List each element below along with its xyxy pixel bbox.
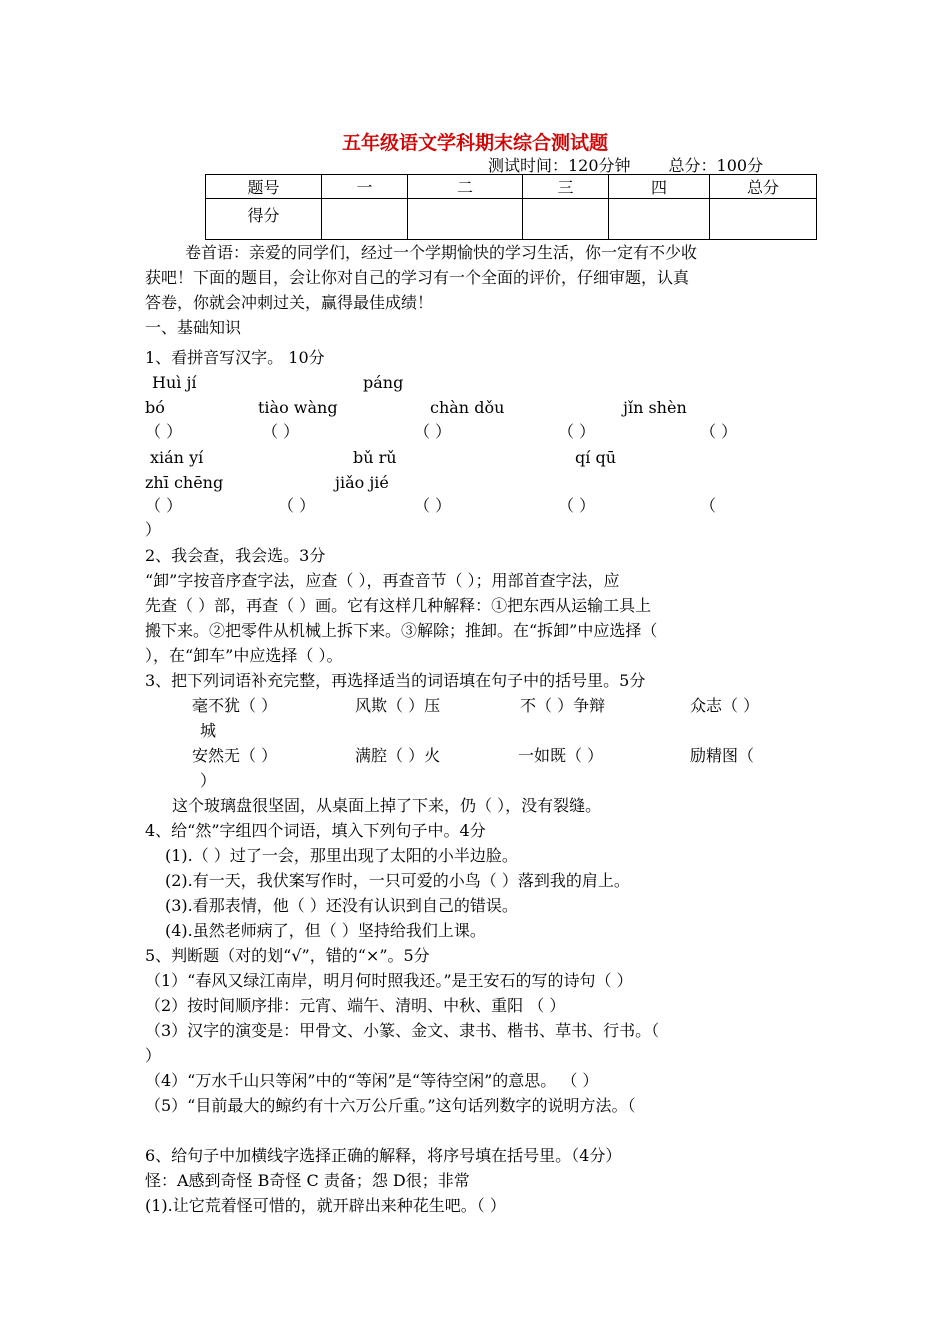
header-cell: 四 — [609, 175, 710, 199]
question-2-line: ），在“卸车”中应选择（ ）。 — [145, 646, 343, 665]
section-heading: 一、基础知识 — [145, 318, 242, 337]
intro-line: 卷首语：亲爱的同学们，经过一个学期愉快的学习生活，你一定有不少收 — [185, 243, 698, 262]
pinyin-text: páng — [363, 373, 404, 392]
pinyin-text: bǔ rǔ — [353, 448, 397, 467]
idiom-item: 众志（ ） — [690, 696, 760, 715]
pinyin-text: tiào wàng — [258, 398, 338, 417]
score-cell-2[interactable] — [408, 199, 523, 240]
idiom-item: 风欺（ ）压 — [355, 696, 441, 715]
pinyin-text: bó — [145, 398, 165, 417]
question-5-item: （3）汉字的演变是：甲骨文、小篆、金文、隶书、楷书、草书、行书。（ — [145, 1021, 660, 1040]
question-4-item: (2).有一天，我伏案写作时，一只可爱的小鸟（ ）落到我的肩上。 — [165, 871, 630, 890]
score-table-score-row — [206, 199, 817, 240]
question-2-line: “卸”字按音序查字法，应查（ ），再查音节（ ）；用部首查字法，应 — [145, 571, 620, 590]
question-5-item: （1）“春风又绿江南岸，明月何时照我还。”是王安石的写的诗句（ ） — [145, 971, 633, 990]
pinyin-text: chàn dǒu — [430, 398, 505, 417]
answer-bracket[interactable]: （ ） — [414, 496, 452, 515]
question-2-line: 先查（ ）部，再查（ ）画。它有这样几种解释：①把东西从运输工具上 — [145, 596, 652, 615]
page-title: 五年级语文学科期末综合测试题 — [341, 132, 608, 154]
header-cell: 三 — [523, 175, 609, 199]
question-4-item: (4).虽然老师病了，但（ ）坚持给我们上课。 — [165, 921, 486, 940]
question-5-item: （5）“目前最大的鲸约有十六万公斤重。”这句话列数字的说明方法。（ — [145, 1096, 636, 1115]
test-time: 测试时间：120分钟 — [488, 156, 631, 175]
idiom-item: ） — [200, 771, 217, 790]
pinyin-text: zhī chēng — [145, 473, 224, 492]
score-table — [205, 174, 817, 240]
question-6-options: 怪：A感到奇怪 B奇怪 C 责备；怨 D很；非常 — [145, 1171, 470, 1190]
idiom-item: 一如既（ ） — [518, 746, 604, 765]
answer-bracket[interactable]: （ ） — [414, 422, 452, 441]
question-2-heading: 2、我会查，我会选。3分 — [145, 546, 326, 565]
pinyin-text: jǐn shèn — [623, 398, 687, 417]
question-5-item: （4）“万水千山只等闲”中的“等闲”是“等待空闲”的意思。 （ ） — [145, 1071, 599, 1090]
answer-bracket[interactable]: （ — [700, 496, 717, 515]
header-cell: 总分 — [710, 175, 817, 199]
header-cell: 二 — [408, 175, 523, 199]
score-cell-4[interactable] — [609, 199, 710, 240]
idiom-item: 满腔（ ）火 — [355, 746, 441, 765]
pinyin-text: qí qū — [575, 448, 616, 467]
question-1-heading: 1、看拼音写汉字。 10分 — [145, 348, 325, 367]
idiom-item: 励精图（ — [690, 746, 755, 765]
answer-bracket[interactable]: （ ） — [558, 422, 596, 441]
header-cell: 题号 — [206, 175, 322, 199]
question-4-heading: 4、给“然”字组四个词语，填入下列句子中。4分 — [145, 821, 486, 840]
score-cell-3[interactable] — [523, 199, 609, 240]
pinyin-text: Huì jí — [152, 373, 197, 392]
answer-bracket[interactable]: （ ） — [558, 496, 596, 515]
pinyin-text: xián yí — [150, 448, 204, 467]
header-cell: 一 — [322, 175, 408, 199]
answer-bracket: ） — [145, 520, 162, 539]
intro-line: 答卷，你就会冲刺过关，赢得最佳成绩！ — [145, 293, 434, 312]
question-3-sentence: 这个玻璃盘很坚固，从桌面上掉了下来，仍（ ），没有裂缝。 — [172, 796, 602, 815]
question-3-heading: 3、把下列词语补充完整，再选择适当的词语填在句子中的括号里。5分 — [145, 671, 646, 690]
question-5-heading: 5、判断题（对的划“√”，错的“×”。5分 — [145, 946, 430, 965]
question-4-item: (3).看那表情，他（ ）还没有认识到自己的错误。 — [165, 896, 518, 915]
score-table-header-row — [206, 175, 817, 199]
question-5-item: （2）按时间顺序排：元宵、端午、清明、中秋、重阳 （ ） — [145, 996, 566, 1015]
answer-bracket[interactable]: （ ） — [145, 496, 183, 515]
question-5-item: ） — [145, 1046, 162, 1065]
idiom-item: 城 — [200, 721, 217, 740]
answer-bracket[interactable]: （ ） — [278, 496, 316, 515]
total-score: 总分：100分 — [668, 156, 764, 175]
idiom-item: 不（ ）争辩 — [520, 696, 606, 715]
score-label: 得分 — [206, 199, 322, 240]
question-6-item: (1).让它荒着怪可惜的，就开辟出来种花生吧。（ ） — [145, 1196, 506, 1215]
score-cell-total[interactable] — [710, 199, 817, 240]
idiom-item: 安然无（ ） — [192, 746, 278, 765]
question-4-item: (1).（ ）过了一会，那里出现了太阳的小半边脸。 — [165, 846, 518, 865]
answer-bracket[interactable]: （ ） — [145, 422, 183, 441]
score-cell-1[interactable] — [322, 199, 408, 240]
idiom-item: 毫不犹（ ） — [192, 696, 278, 715]
pinyin-text: jiǎo jié — [335, 473, 389, 492]
intro-line: 获吧！下面的题目，会让你对自己的学习有一个全面的评价，仔细审题，认真 — [145, 268, 690, 287]
exam-meta — [488, 153, 763, 176]
answer-bracket[interactable]: （ ） — [700, 422, 738, 441]
answer-bracket[interactable]: （ ） — [262, 422, 300, 441]
question-6-heading: 6、给句子中加横线字选择正确的解释，将序号填在括号里。（4分） — [145, 1146, 622, 1165]
question-2-line: 搬下来。②把零件从机械上拆下来。③解除；推卸。在“拆卸”中应选择（ — [145, 621, 658, 640]
